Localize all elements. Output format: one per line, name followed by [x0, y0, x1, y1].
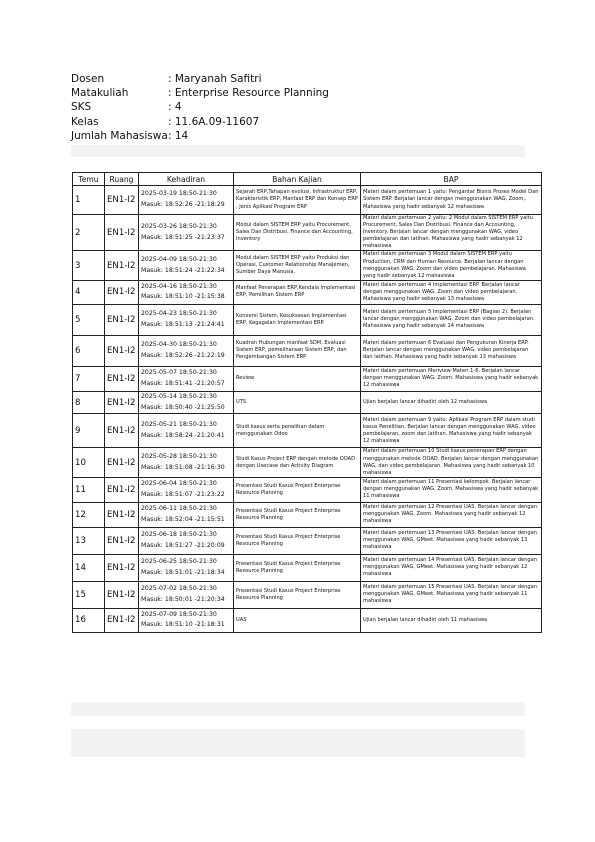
schedule-time: 2025-04-09 18:50-21:30 [141, 255, 217, 263]
cell-bahan-kajian: Presentasi Studi Kasus Project Enterprise Resource Planning [234, 502, 361, 527]
info-row-dosen [71, 72, 329, 86]
check-in-time: Masuk: 18:51:10 -21:15:38 [141, 293, 225, 301]
table-header-row [73, 173, 542, 186]
table-row [73, 502, 542, 527]
cell-temu: 8 [73, 391, 105, 414]
schedule-time: 2025-04-16 18:50-21:30 [141, 282, 217, 290]
cell-bap: Materi dalam pertemuan 15 Presentasi UAS. Berjalan lancar dengan menggunakan WAG, GMeet. Mahasiswa yang hadir sebanyak 11 mahasiswa [361, 581, 542, 608]
cell-temu: 2 [73, 215, 105, 251]
cell-kehadiran [139, 477, 234, 502]
cell-temu: 10 [73, 448, 105, 477]
cell-temu: 12 [73, 502, 105, 527]
info-row-matakuliah [71, 86, 329, 100]
info-value: : 11.6A.09-11607 [168, 115, 260, 128]
header-bahan-kajian: Bahan Kajian [234, 173, 361, 186]
cell-kehadiran [139, 215, 234, 251]
cell-bap: Ujian berjalan lancar dihadiri oleh 12 mahasiswa [361, 391, 542, 414]
cell-ruang: EN1-I2 [105, 366, 139, 391]
cell-temu: 9 [73, 414, 105, 448]
header-bap: BAP [361, 173, 542, 186]
info-label: Dosen [71, 73, 105, 85]
cell-kehadiran [139, 391, 234, 414]
table-row [73, 391, 542, 414]
cell-kehadiran [139, 335, 234, 366]
cell-ruang: EN1-I2 [105, 554, 139, 581]
schedule-time: 2025-07-02 18:50-21:30 [141, 585, 217, 593]
cell-bahan-kajian: Presentasi Studi Kasus Project Enterprise Resource Planning [234, 581, 361, 608]
info-value: : 4 [168, 101, 182, 114]
cell-bap: Materi dalam pertemuan 12 Presentasi UAS. Berjalan lancar dengan menggunakan WAG, Zoom. Mahasiswa yang hadir sebanyak 12 mahasiswa [361, 502, 542, 527]
cell-temu: 16 [73, 608, 105, 632]
cell-bahan-kajian: Studi Kasus Project ERP dengan metode OOAD dengan Usecase dan Activity Diagram [234, 448, 361, 477]
schedule-time: 2025-05-21 18:50-21:30 [141, 421, 217, 429]
check-in-time: Masuk: 18:52:26 -21:22:19 [141, 351, 225, 359]
cell-temu: 7 [73, 366, 105, 391]
info-row-kelas [71, 115, 329, 129]
cell-bahan-kajian: UTS [234, 391, 361, 414]
cell-kehadiran [139, 608, 234, 632]
table-row [73, 335, 542, 366]
table-row [73, 477, 542, 502]
schedule-time: 2025-06-25 18:50-21:30 [141, 558, 217, 566]
cell-bahan-kajian: Studi kasus serta penelitian dalam menggunakan Odoo [234, 414, 361, 448]
cell-bap: Materi dalam pertemuan Meriview Materi 1-6. Berjalan lancar dengan menggunakan WAG, Zoom. Mahasiswa yang hadir sebanyak 12 mahasiswa [361, 366, 542, 391]
cell-bap: Materi dalam pertemuan 1 yaitu: Pengantar Bisnis Proses Model Dan Sistem ERP. Berjalan lancar dengan menggunakan WAG, Zoom,. Mahasiswa yang hadir sebanyak 12 mahasiswa [361, 186, 542, 215]
cell-ruang: EN1-I2 [105, 527, 139, 554]
cell-temu: 14 [73, 554, 105, 581]
table-row [73, 448, 542, 477]
cell-temu: 5 [73, 304, 105, 335]
cell-ruang: EN1-I2 [105, 391, 139, 414]
schedule-time: 2025-05-14 18:50-21:30 [141, 392, 217, 400]
cell-temu: 13 [73, 527, 105, 554]
cell-bap: Materi dalam pertemuan 13 Presentasi UAS. Berjalan lancar dengan menggunakan WAG, GMeet. Mahasiswa yang hadir sebanyak 13 mahasiswa [361, 527, 542, 554]
check-in-time: Masuk: 18:51:24 -21:22:34 [141, 266, 225, 274]
check-in-time: Masuk: 18:51:07 -21:23:22 [141, 490, 225, 498]
info-value: : Enterprise Resource Planning [168, 87, 329, 100]
cell-bahan-kajian: Modul dalam SISTEM ERP yaitu Procurement, Sales Dan Distribusi, Finance dan Accounting, Inventory [234, 215, 361, 251]
check-in-time: Masuk: 18:51:41 -21:20:57 [141, 379, 225, 387]
table-row [73, 280, 542, 304]
check-in-time: Masuk: 18:51:08 -21:16:30 [141, 463, 225, 471]
info-label: Kelas [71, 115, 99, 128]
schedule-time: 2025-04-23 18:50-21:30 [141, 310, 217, 318]
cell-bap: Materi dalam pertemuan 4 Implementasi ERP. Berjalan lancar dengan menggunakan WAG, Zoom dan video pembelajaran. Mahasiswa yang hadir sebanyak 13 mahasiswa [361, 280, 542, 304]
cell-ruang: EN1-I2 [105, 280, 139, 304]
cell-bap: Ujian berjalan lancar dihadiri oleh 11 mahasiswa [361, 608, 542, 632]
check-in-time: Masuk: 18:50:40 -21:25:50 [141, 403, 225, 411]
cell-ruang: EN1-I2 [105, 608, 139, 632]
cell-temu: 11 [73, 477, 105, 502]
shaded-divider [71, 702, 525, 716]
cell-ruang: EN1-I2 [105, 502, 139, 527]
cell-bap: Materi dalam pertemuan 11 Presentasi kelompok. Berjalan lancar dengan menggunakan WAG, Zoom. Mahasiswa yang hadir sebanyak 11 mahasiswa [361, 477, 542, 502]
schedule-time: 2025-03-19 18:50-21:30 [141, 190, 217, 198]
cell-bahan-kajian: UAS [234, 608, 361, 632]
cell-ruang: EN1-I2 [105, 215, 139, 251]
info-label: Jumlah Mahasiswa [71, 129, 168, 142]
cell-bahan-kajian: Modul dalam SISTEM ERP yaitu Produksi dan Operasi, Customer Relationship Manajemen, Sumber Daya Manusia. [234, 251, 361, 280]
table-row [73, 215, 542, 251]
cell-kehadiran [139, 304, 234, 335]
schedule-time: 2025-06-18 18:50-21:30 [141, 531, 217, 539]
cell-bahan-kajian: Review [234, 366, 361, 391]
table-row [73, 581, 542, 608]
cell-bahan-kajian: Manfaat Penerapan ERP,Kendala Implementasi ERP, Pemilihan Sistem ERP [234, 280, 361, 304]
cell-ruang: EN1-I2 [105, 414, 139, 448]
table-row [73, 304, 542, 335]
schedule-time: 2025-05-07 18:50-21:30 [141, 369, 217, 377]
cell-kehadiran [139, 554, 234, 581]
cell-kehadiran [139, 581, 234, 608]
table-row [73, 554, 542, 581]
info-row-jumlah [71, 129, 329, 143]
cell-temu: 4 [73, 280, 105, 304]
table-row [73, 608, 542, 632]
schedule-time: 2025-04-30 18:50-21:30 [141, 341, 217, 349]
check-in-time: Masuk: 18:52:04 -21:15:51 [141, 515, 225, 523]
schedule-time: 2025-06-11 18:50-21:30 [141, 505, 217, 513]
cell-ruang: EN1-I2 [105, 581, 139, 608]
cell-kehadiran [139, 251, 234, 280]
schedule-time: 2025-07-09 18:50-21:30 [141, 610, 217, 618]
header-kehadiran: Kehadiran [139, 173, 234, 186]
cell-kehadiran [139, 527, 234, 554]
check-in-time: Masuk: 18:51:27 -21:20:09 [141, 541, 225, 549]
cell-bap: Materi dalam pertemuan 10 Studi kasus penerapan ERP dengan menggunakan metode OOAD. Berjalan lancar dengan menggunakan WAG, dan video pembelajaran. Mahasiswa yang hadir sebanyak 10 mahasiswa [361, 448, 542, 477]
info-value: : Maryanah Safitri [168, 73, 262, 85]
header-ruang: Ruang [105, 173, 139, 186]
cell-bahan-kajian: Presentasi Studi Kasus Project Enterprise Resource Planning [234, 477, 361, 502]
cell-ruang: EN1-I2 [105, 448, 139, 477]
shaded-divider [71, 729, 525, 757]
check-in-time: Masuk: 18:52:26 -21:18:29 [141, 201, 225, 208]
cell-ruang: EN1-I2 [105, 186, 139, 215]
cell-kehadiran [139, 502, 234, 527]
info-value: : 14 [168, 129, 189, 142]
check-in-time: Masuk: 18:51:25 -21:23:37 [141, 233, 225, 241]
cell-bap: Materi dalam pertemuan 3 Modul dalam SISTEM ERP yaitu Production, CRM dan Human Resource. Berjalan lancar dengan menggunakan WAG, Zoom dan video pembelajaran. Mahasiswa yang hadir sebanyak 12 mahasiswa [361, 251, 542, 280]
schedule-time: 2025-03-26 18:50-21:30 [141, 222, 217, 230]
table-row [73, 527, 542, 554]
course-info [71, 72, 329, 143]
check-in-time: Masuk: 18:58:24 -21:20:41 [141, 431, 225, 439]
cell-bahan-kajian: Presentasi Studi Kasus Project Enterprise Resource Planning [234, 527, 361, 554]
cell-bap: Materi dalam pertemuan 14 Presentasi UAS. Berjalan lancar dengan menggunakan WAG, GMeet. Mahasiswa yang hadir sebanyak 12 mahasiswa [361, 554, 542, 581]
cell-bap: Materi dalam pertemuan 9 yaitu: Aplikasi Program ERP dalam studi kasus Penelitian. Berjalan lancar dengan menggunakan WAG, video pembelajaran, zoom dan latihan. Mahasiswa yang hadir sebanyak 12 mahasiswa [361, 414, 542, 448]
cell-ruang: EN1-I2 [105, 304, 139, 335]
cell-ruang: EN1-I2 [105, 251, 139, 280]
cell-temu: 1 [73, 186, 105, 215]
cell-ruang: EN1-I2 [105, 477, 139, 502]
table-row [73, 251, 542, 280]
check-in-time: Masuk: 18:50:01 -21:20:34 [141, 595, 225, 603]
check-in-time: Masuk: 18:51:10 -21:18:31 [141, 621, 225, 629]
check-in-time: Masuk: 18:51:01 -21:18:34 [141, 568, 225, 576]
table-row [73, 366, 542, 391]
cell-bahan-kajian: Presentasi Studi Kasus Project Enterprise Resource Planning [234, 554, 361, 581]
info-row-sks [71, 100, 329, 114]
cell-bap: Materi dalam pertemuan 2 yaitu: 2 Modul dalam SISTEM ERP yaitu Procurement, Sales Dan Distribusi, Finance dan Accounting, Inventory. Berjalan lancar dengan menggunakan WAG, video pembelajaran dan latihan. Mahasiswa yang hadir sebanyak 12 mahasiswa [361, 215, 542, 251]
cell-kehadiran [139, 186, 234, 215]
cell-bahan-kajian: Sejarah ERP,Tahapan evolusi, Infrastruktur ERP, Karakteristik ERP, Manfaat ERP dan Konsep ERP , Jenis Aplikasi Program ERP [234, 186, 361, 215]
header-temu: Temu [73, 173, 105, 186]
cell-temu: 6 [73, 335, 105, 366]
attendance-table [72, 172, 542, 633]
schedule-time: 2025-05-28 18:50-21:30 [141, 452, 217, 460]
table-row [73, 414, 542, 448]
cell-bap: Materi dalam pertemuan 5 Implementasi ERP (Bagian 2). Berjalan lancar dengan menggunakan WAG, Zoom dan video pembelajaran. Mahasiswa yang hadir sebanyak 14 mahasiswa [361, 304, 542, 335]
info-label: SKS [71, 101, 92, 114]
shaded-divider [71, 145, 525, 157]
check-in-time: Masuk: 18:51:13 -21:24:41 [141, 320, 225, 328]
table-row [73, 186, 542, 215]
cell-bahan-kajian: Kuadran Hubungan manfaat SDM, Evaluasi Sistem ERP, pemeliharaan Sistem ERP, dan Pengembangan Sistem ERP [234, 335, 361, 366]
cell-temu: 15 [73, 581, 105, 608]
cell-kehadiran [139, 280, 234, 304]
cell-temu: 3 [73, 251, 105, 280]
cell-kehadiran [139, 448, 234, 477]
info-label: Matakuliah [71, 87, 129, 100]
cell-kehadiran [139, 414, 234, 448]
cell-bahan-kajian: Konversi Sistem, Kesuksesan Implementasi ERP, Kegagalan Implementasi ERP. [234, 304, 361, 335]
cell-bap: Materi dalam pertemuan 6 Evaluasi dan Pengukuran Kinerja ERP. Berjalan lancar dengan menggunakan WAG, video pembelajaran dan latihan. Mahasiswa yang hadir sebanyak 13 mahasiswa [361, 335, 542, 366]
schedule-time: 2025-06-04 18:50-21:30 [141, 480, 217, 488]
cell-ruang: EN1-I2 [105, 335, 139, 366]
cell-kehadiran [139, 366, 234, 391]
